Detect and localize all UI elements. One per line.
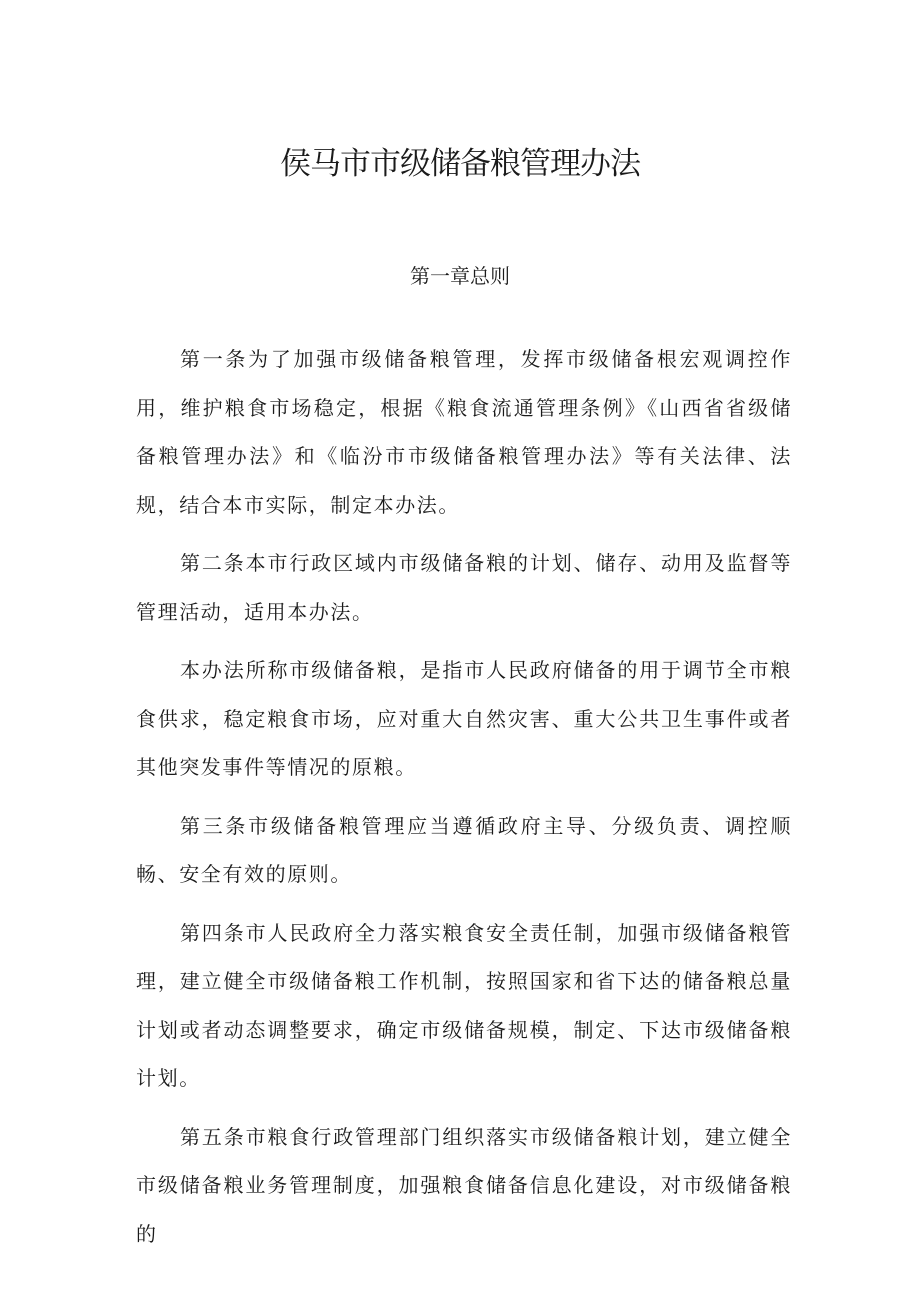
article-2-paragraph: 第二条本市行政区域内市级储备粮的计划、储存、动用及监督等管理活动，适用本办法。	[136, 551, 792, 624]
chapter-heading: 第一章总则	[410, 264, 510, 288]
definition-paragraph: 本办法所称市级储备粮，是指市人民政府储备的用于调节全市粮食供求，稳定粮食市场，应对重大自然灾害、重大公共卫生事件或者其他突发事件等情况的原粮。	[136, 658, 792, 779]
article-3-paragraph: 第三条市级储备粮管理应当遵循政府主导、分级负责、调控顺畅、安全有效的原则。	[136, 813, 792, 886]
document-title: 侯马市市级储备粮管理办法	[280, 146, 640, 182]
document-body	[136, 335, 792, 1268]
article-4-paragraph: 第四条市人民政府全力落实粮食安全责任制，加强市级储备粮管理，建立健全市级储备粮工作机制，按照国家和省下达的储备粮总量计划或者动态调整要求，确定市级储备规模，制定、下达市级储备粮计划。	[136, 920, 792, 1090]
article-5-paragraph: 第五条市粮食行政管理部门组织落实市级储备粮计划，建立健全市级储备粮业务管理制度，加强粮食储备信息化建设，对市级储备粮的	[136, 1124, 792, 1246]
article-1-paragraph: 第一条为了加强市级储备粮管理，发挥市级储备根宏观调控作用，维护粮食市场稳定，根据《粮食流通管理条例》《山西省省级储备粮管理办法》和《临汾市市级储备粮管理办法》等有关法律、法规，结合本市实际，制定本办法。	[136, 347, 792, 517]
